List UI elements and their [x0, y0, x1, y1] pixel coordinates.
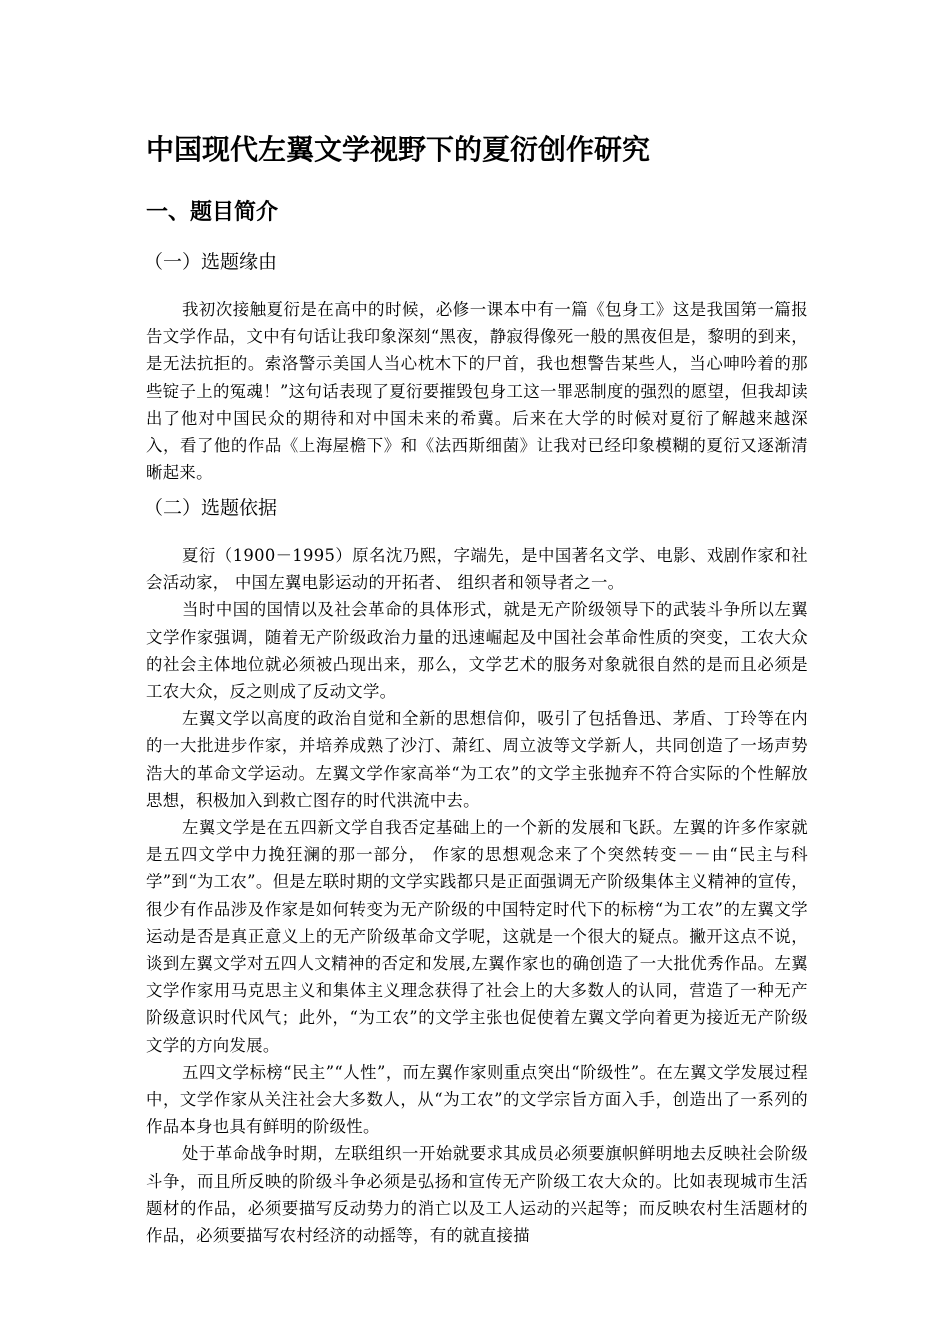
paragraph: 五四文学标榜“民主”“人性”，而左翼作家则重点突出“阶级性”。在左翼文学发展过程中，文学作家从关注社会大多数人，从“为工农”的文学宗旨方面入手，创造出了一系列的作品本身也具有鲜明的阶级性。	[146, 1062, 808, 1137]
paragraph: 左翼文学以高度的政治自觉和全新的思想信仰，吸引了包括鲁迅、茅盾、丁玲等在内的一大批进步作家，并培养成熟了沙汀、萧红、周立波等文学新人，共同创造了一场声势浩大的革命文学运动。左翼文学作家高举“为工农”的文学主张抛弃不符合实际的个性解放思想，积极加入到救亡图存的时代洪流中去。	[146, 709, 808, 810]
paragraph: 夏衍（1900－1995）原名沈乃熙，字端先，是中国著名文学、电影、戏剧作家和社会活动家， 中国左翼电影运动的开拓者、 组织者和领导者之一。	[146, 546, 808, 593]
section-heading-topic-intro: 一、题目简介	[146, 200, 279, 225]
paragraph: 我初次接触夏衍是在高中的时候，必修一课本中有一篇《包身工》这是我国第一篇报告文学作品，文中有句话让我印象深刻“黑夜，静寂得像死一般的黑夜但是，黎明的到来，是无法抗拒的。索洛警示美国人当心枕木下的尸首，我也想警告某些人，当心呻吟着的那些锭子上的冤魂！”这句话表现了夏衍要摧毁包身工这一罪恶制度的强烈的愿望，但我却读出了他对中国民众的期待和对中国未来的希冀。后来在大学的时候对夏衍了解越来越深入，看了他的作品《上海屋檐下》和《法西斯细菌》让我对已经印象模糊的夏衍又逐渐清晰起来。	[146, 300, 808, 483]
subsection-heading-basis: （二）选题依据	[144, 497, 278, 519]
document-title: 中国现代左翼文学视野下的夏衍创作研究	[146, 133, 651, 166]
subsection-heading-reason: （一）选题缘由	[144, 251, 278, 273]
paragraph: 处于革命战争时期，左联组织一开始就要求其成员必须要旗帜鲜明地去反映社会阶级斗争，而且所反映的阶级斗争必须是弘扬和宣传无产阶级工农大众的。比如表现城市生活题材的作品，必须要描写反动势力的消亡以及工人运动的兴起等；而反映农村生活题材的作品，必须要描写农村经济的动摇等，有的就直接描	[146, 1144, 808, 1246]
basis-body	[146, 542, 808, 1249]
paragraph: 左翼文学是在五四新文学自我否定基础上的一个新的发展和飞跃。左翼的许多作家就是五四文学中力挽狂澜的那一部分， 作家的思想观念来了个突然转变－－由“民主与科学”到“为工农”。但是左联时期的文学实践都只是正面强调无产阶级集体主义精神的宣传，很少有作品涉及作家是如何转变为无产阶级的中国特定时代下的标榜“为工农”的左翼文学运动是否是真正意义上的无产阶级革命文学呢，这就是一个很大的疑点。撇开这点不说，谈到左翼文学对五四人文精神的否定和发展,左翼作家也的确创造了一大批优秀作品。左翼文学作家用马克思主义和集体主义理念获得了社会上的大多数人的认同，营造了一种无产阶级意识时代风气；此外，“为工农”的文学主张也促使着左翼文学向着更为接近无产阶级文学的方向发展。	[146, 818, 808, 1055]
reason-body	[146, 296, 808, 486]
paragraph: 当时中国的国情以及社会革命的具体形式，就是无产阶级领导下的武装斗争所以左翼文学作家强调，随着无产阶级政治力量的迅速崛起及中国社会革命性质的突变，工农大众的社会主体地位就必须被凸现出来，那么，文学艺术的服务对象就很自然的是而且必须是工农大众，反之则成了反动文学。	[146, 600, 808, 702]
